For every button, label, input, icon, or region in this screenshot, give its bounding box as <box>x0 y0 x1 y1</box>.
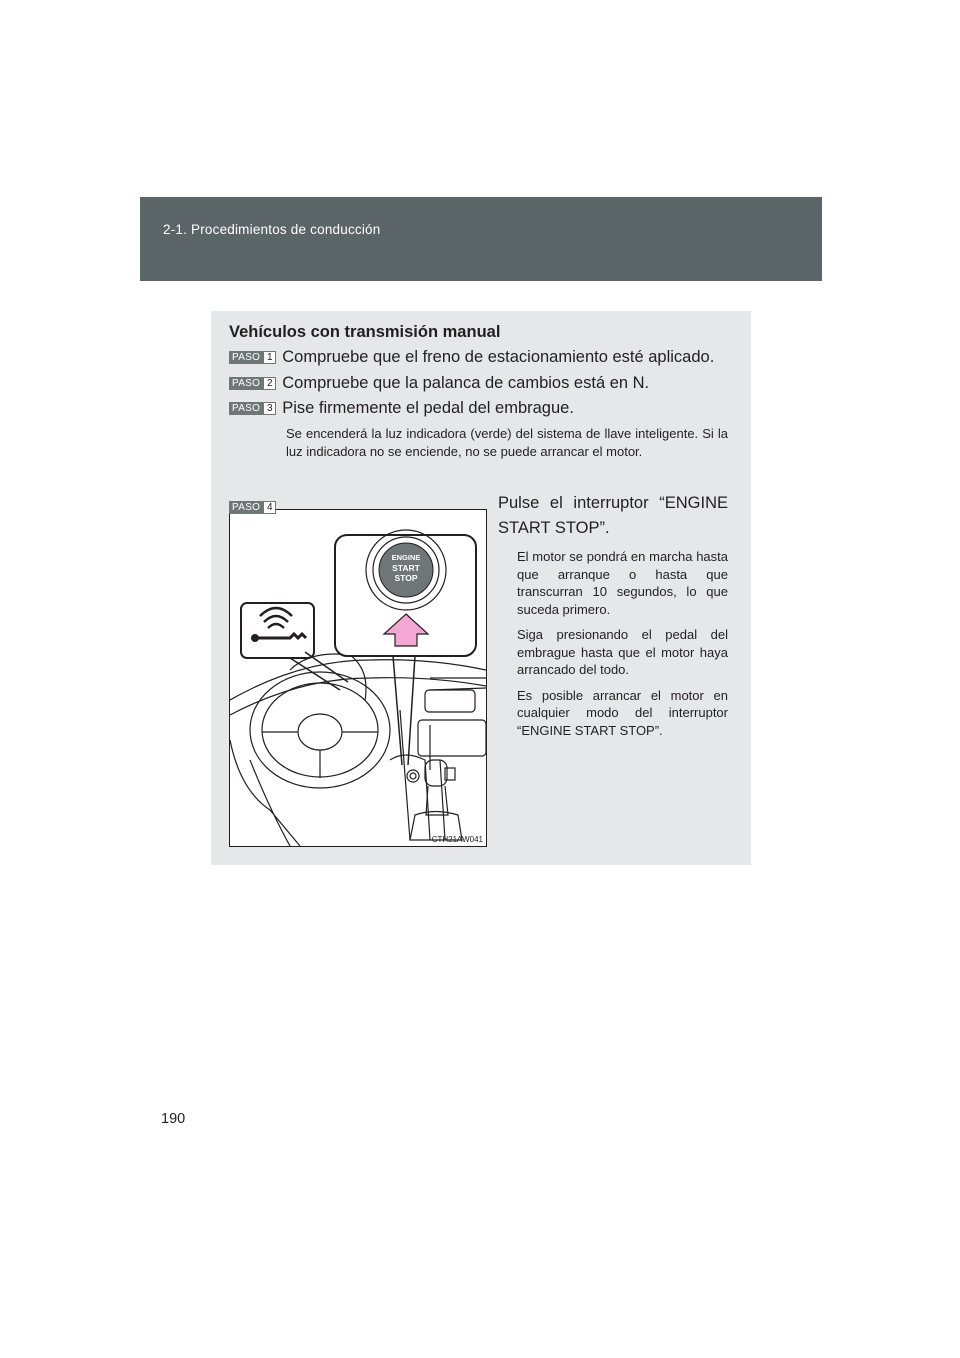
chapter-header <box>140 197 822 281</box>
step-text: Pise firmemente el pedal del embrague. <box>282 399 574 417</box>
step-3-note: Se encenderá la luz indicadora (verde) del sistema de llave inteligente. Si la luz indicadora no se enciende, no se puede arrancar el motor. <box>286 426 728 459</box>
step-4-notes <box>517 548 728 747</box>
button-label-line-3: STOP <box>394 573 418 583</box>
step-text: Compruebe que el freno de estacionamiento esté aplicado. <box>282 348 715 366</box>
button-label-line-1: ENGINE <box>391 553 421 562</box>
step-badge: PASO 2 <box>229 377 276 390</box>
page-number: 190 <box>161 1111 186 1127</box>
section-title: Vehículos con transmisión manual <box>229 323 501 341</box>
step-4-note: Es posible arrancar el motor en cualquier modo del interruptor “ENGINE START STOP”. <box>517 687 728 738</box>
step-1 <box>229 348 714 367</box>
figure-code: CTH21AW041 <box>431 835 483 844</box>
step-4-note: Siga presionando el pedal del embrague hasta que el motor haya arrancado del todo. <box>517 627 728 677</box>
step-badge: PASO 4 <box>229 501 276 514</box>
step-2 <box>229 374 649 393</box>
step-3 <box>229 399 574 418</box>
engine-start-illustration <box>229 509 487 847</box>
step-4-text: Pulse el interruptor “ENGINE START STOP”. <box>498 494 728 537</box>
dashboard-drawing <box>230 510 486 846</box>
button-label-line-2: START <box>392 563 420 573</box>
procedure-panel <box>211 311 751 865</box>
step-badge: PASO 3 <box>229 402 276 415</box>
step-text: Compruebe que la palanca de cambios está en N. <box>282 374 650 392</box>
step-4-note: El motor se pondrá en marcha hasta que arranque o hasta que transcurran 10 segundos, lo que suceda primero. <box>517 549 728 617</box>
step-badge: PASO 1 <box>229 351 276 364</box>
chapter-title: 2-1. Procedimientos de conducción <box>163 222 381 237</box>
